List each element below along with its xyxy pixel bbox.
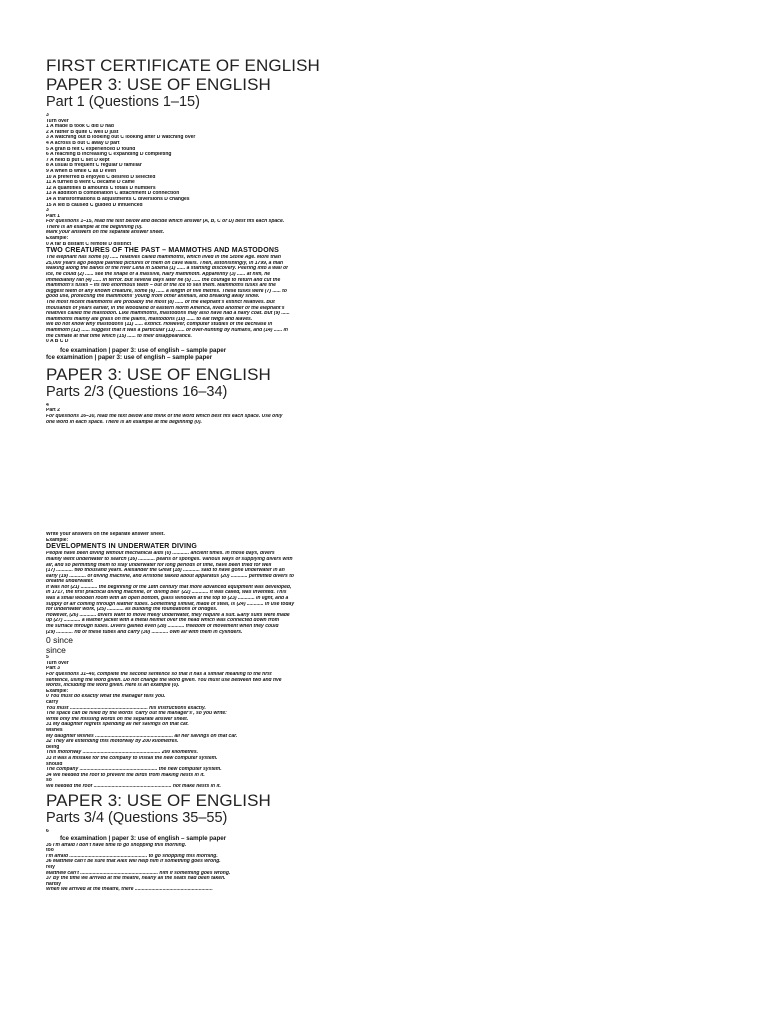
- part4-line: too: [46, 848, 54, 854]
- option-line: 3 A watching out B looking out C looking after D watching over: [46, 135, 196, 141]
- part1-heading: Part 1 (Questions 1–15): [46, 94, 200, 110]
- page-number: 6: [46, 829, 49, 835]
- option-line: 2 A rather B quite C well D just: [46, 129, 119, 135]
- story-line: breathe underwater.: [46, 579, 94, 585]
- document-page: [46, 56, 726, 893]
- story-line: In 1717, the first practical diving machine, or 'diving bell' (22) ............ it was called, was invented. This: [46, 590, 287, 596]
- option-line: 7 A held B put C set D kept: [46, 157, 110, 163]
- blank-space: [46, 425, 726, 532]
- part3-line: words, including the word given. Here is an example (0).: [46, 683, 180, 689]
- story-line: the climate at that time which (15) ...... to their disappearance.: [46, 333, 192, 339]
- story-line: air, and so permitting them to stay underwater for long periods of time, have been tried for well: [46, 562, 272, 568]
- story-line: biggest teeth of any known creature, some (6) ...... a length of five metres. These tusks were (7) ...... to: [46, 288, 287, 294]
- example-options: 0 A far B distant C remote D distinct: [46, 241, 132, 247]
- story-line: early (19) ............ of diving machine, and Aristotle talked about apparatus (20) ............ permitted divers to: [46, 573, 294, 579]
- story-line: good use, protecting the mammoths' young from other animals, and breaking away snow.: [46, 294, 260, 300]
- option-line: 5 A gran B felt C experienced D found: [46, 146, 136, 152]
- part3-line: Write only the missing words on the separate answer sheet.: [46, 716, 189, 722]
- part4-line: 35 I'm afraid I don't have time to go shopping this morning.: [46, 842, 187, 848]
- story-line: the surface through tubes. Divers gained even (28) ............ freedom of movement when they could: [46, 624, 279, 630]
- option-line: 8 A usual B frequent C regular D familiar: [46, 163, 142, 169]
- story-line: mainly went underwater to search (16) ............ pearls or sponges. Various ways of supplying divers with: [46, 556, 293, 562]
- options-list: [46, 124, 726, 208]
- part3-line: sentence, using the word given. Do not change the word given. You must use between two and five: [46, 677, 282, 683]
- story-line: for underwater work, (25) ............ as building the foundations of bridges.: [46, 607, 218, 613]
- story-line: was a small wooden room with an open bottom, glass windows at the top to (23) ............ in light, and a: [46, 596, 289, 602]
- instruction-line: one word in each space. There is an example at the beginning (0).: [46, 419, 202, 425]
- part3-line: My daughter wishes ........................................................ all her savings on that car.: [46, 733, 238, 739]
- story-line: 25,000 years ago people painted pictures of them on cave walls. Then, astonishingly, in 1799, a man: [46, 260, 284, 266]
- part3-line: 0 You must do exactly what the manager tells you.: [46, 694, 166, 700]
- instruction-line: For questions 16–30, read the text below and think of the word which best fits each space. Use only: [46, 413, 283, 419]
- part3-line: 34 We needed the roof to prevent the birds from making nests in it.: [46, 772, 205, 778]
- part3-line: We needed the roof ........................................................ not make nests in it.: [46, 783, 221, 789]
- footer-line: fce examination | paper 3: use of english – sample paper: [46, 354, 213, 362]
- option-line: 4 A across B out C away D part: [46, 140, 120, 146]
- part3-line: For questions 31–40, complete the second sentence so that it has a similar meaning to the first: [46, 672, 272, 677]
- story-line: (29) ............ rid of these tubes and carry (30) ............ own air with them in cylinders.: [46, 629, 243, 635]
- part3-line: being: [46, 744, 60, 750]
- story-line: People have been diving without mechanical aids (0) ............ ancient times. In those days, divers: [46, 551, 275, 557]
- story1-text: [46, 255, 726, 345]
- paper-title-2: PAPER 3: USE OF ENGLISH: [46, 364, 271, 384]
- part3-line: The space can be filled by the words 'carry out the manager's', so you write:: [46, 711, 227, 717]
- option-line: 9 A when B while C as D even: [46, 168, 117, 174]
- example-label: Example:: [46, 236, 69, 242]
- footer-line: fce examination | paper 3: use of english – sample paper: [60, 835, 227, 843]
- part-label: Part 1: [46, 213, 60, 219]
- story-line: The most recent mammoths are probably the most (8) ...... of the elephant's extinct relatives. But: [46, 300, 275, 305]
- page-number: 3: [46, 113, 49, 118]
- part4-line: 37 By the time we arrived at the theatre, nearly all the seats had been taken.: [46, 876, 226, 882]
- story-line: immediately ran (4) ...... in terror. But several days later he (5) ...... the courage to return and cut the: [46, 277, 281, 283]
- part4-line: Matthew can't ........................................................ him if something goes wrong.: [46, 870, 231, 876]
- example-answer: since: [46, 645, 66, 656]
- story-line: mammoths mainly ate grass on the plains, mastodons (10) ...... to eat twigs and leaves.: [46, 316, 253, 322]
- option-line: 12 A quantities B amounts C totals D numbers: [46, 185, 156, 191]
- page-number: 5: [46, 655, 49, 661]
- part3-line: carry: [46, 699, 59, 705]
- turn-over-label: Turn over: [46, 660, 69, 666]
- instruction-line: There is an example at the beginning (0).: [46, 224, 143, 230]
- footer-line: fce examination | paper 3: use of english – sample paper: [60, 346, 227, 354]
- part3-line: You must ........................................................ his instructions exactly.: [46, 705, 206, 711]
- story-line: thousands of years earlier, in the woodland of eastern North America, lived another of the elephant's: [46, 305, 285, 311]
- part4-line: I'm afraid ........................................................ to go shopping this morning.: [46, 853, 218, 859]
- option-line: 14 A transformations B adjustments C diversions D changes: [46, 196, 190, 202]
- story-line: ice, he could (2) ...... see the shape of a massive, hairy mammoth. Apparently (3) ...... at him, he: [46, 272, 271, 278]
- parts-3-4-heading: Parts 3/4 (Questions 35–55): [46, 810, 228, 827]
- example-answer: 0 since: [46, 635, 73, 646]
- part4-line: hardly: [46, 881, 62, 887]
- page-number: 3: [46, 208, 49, 214]
- story-line: supply of air coming through leather tubes. Something similar, made of steel, is (24) ............ in use today: [46, 601, 295, 607]
- part3-line: This motorway ........................................................ 200 kilometres.: [46, 750, 198, 756]
- part3-line: Example:: [46, 688, 69, 694]
- story-line: We do not know why mastodons (11) ...... extinct. However, computer studies of the decrease in: [46, 322, 273, 328]
- part3-line: 31 My daughter regrets spending all her savings on that car.: [46, 722, 189, 728]
- part3-block: [46, 666, 726, 789]
- part3-line: Part 3: [46, 666, 60, 672]
- story-line: It was not (21) ............ the beginning of the 18th century that more advanced equipment was developed,: [46, 584, 292, 590]
- part4-block: [46, 843, 726, 893]
- story1-title: TWO CREATURES OF THE PAST – MAMMOTHS AND MASTODONS: [46, 247, 279, 255]
- story-line: mammoth's tusks – its two enormous teeth – out of the ice to sell them. Mammoths tusks are the: [46, 283, 276, 289]
- answer-options: 0 A B C D: [46, 339, 69, 345]
- part3-line: should: [46, 761, 63, 767]
- part4-line: 36 Matthew can't be sure that Alex will help him if something goes wrong.: [46, 859, 221, 865]
- instruction-line: Mark your answers on the separate answer sheet.: [46, 230, 165, 236]
- part3-line: 32 They are extending this motorway by 200 kilometres.: [46, 739, 179, 745]
- paper-title: PAPER 3: USE OF ENGLISH: [46, 75, 271, 94]
- story2-text: [46, 551, 726, 635]
- option-line: 6 A reaching B increasing C expanding D completing: [46, 152, 172, 158]
- paper-title-3: PAPER 3: USE OF ENGLISH: [46, 791, 271, 811]
- instruction-line: Write your answers on the separate answer sheet.: [46, 532, 165, 538]
- instruction-line: For questions 1–15, read the text below and decide which answer (A, B, C or D) best fits each space.: [46, 219, 285, 225]
- story-line: However, (26) ............ divers want to move freely underwater, they require a suit. Early suits were made: [46, 612, 290, 618]
- story-line: relatives called the mastodon. Like mammoths, mastodons may also have had a hairy coat. But (9) ......: [46, 311, 290, 317]
- story2-title: DEVELOPMENTS IN UNDERWATER DIVING: [46, 543, 198, 551]
- story-line: walking along the banks of the river Lena in Siberia (1) ...... a startling discovery. Peering into a wall of: [46, 266, 288, 272]
- story-line: The elephant has some (0) ...... relatives called mammoths, which lived in the Stone Age. More than: [46, 255, 281, 261]
- option-line: 1 A made B took C did D had: [46, 124, 114, 130]
- part-label: Part 2: [46, 408, 60, 414]
- doc-title: FIRST CERTIFICATE OF ENGLISH: [46, 56, 320, 75]
- story-line: (17) ............ two thousand years. Alexander the Great (18) ............ said to have gone underwater in an: [46, 568, 285, 574]
- turn-over-label: Turn over: [46, 118, 69, 124]
- option-line: 11 A turned B went C became D came: [46, 180, 135, 186]
- option-line: 15 A led B caused C guided D influenced: [46, 202, 143, 208]
- part3-line: wishes: [46, 727, 63, 733]
- part4-line: When we arrived at the theatre, there ........................................................: [46, 887, 213, 893]
- example-label: Example:: [46, 537, 69, 543]
- part1-instructions: [46, 208, 726, 247]
- part3-line: 33 It was a mistake for the company to install the new computer system.: [46, 755, 218, 761]
- option-line: 13 A addition B combination C attachment D connection: [46, 191, 180, 197]
- story-line: mammoth (12) ...... suggest that it was a particular (13) ...... of over-hunting by humans, and (14) ...... in: [46, 327, 288, 333]
- parts-2-3-heading: Parts 2/3 (Questions 16–34): [46, 383, 228, 400]
- part4-line: rely: [46, 864, 55, 870]
- page-number: 4: [46, 402, 49, 408]
- option-line: 10 A preferred B enjoyed C desired D selected: [46, 174, 156, 180]
- part3-line: so: [46, 778, 52, 784]
- story-line: up (27) ............ a leather jacket with a metal helmet over the head which was connected down from: [46, 618, 280, 624]
- part3-line: The company ........................................................ the new computer system.: [46, 767, 222, 773]
